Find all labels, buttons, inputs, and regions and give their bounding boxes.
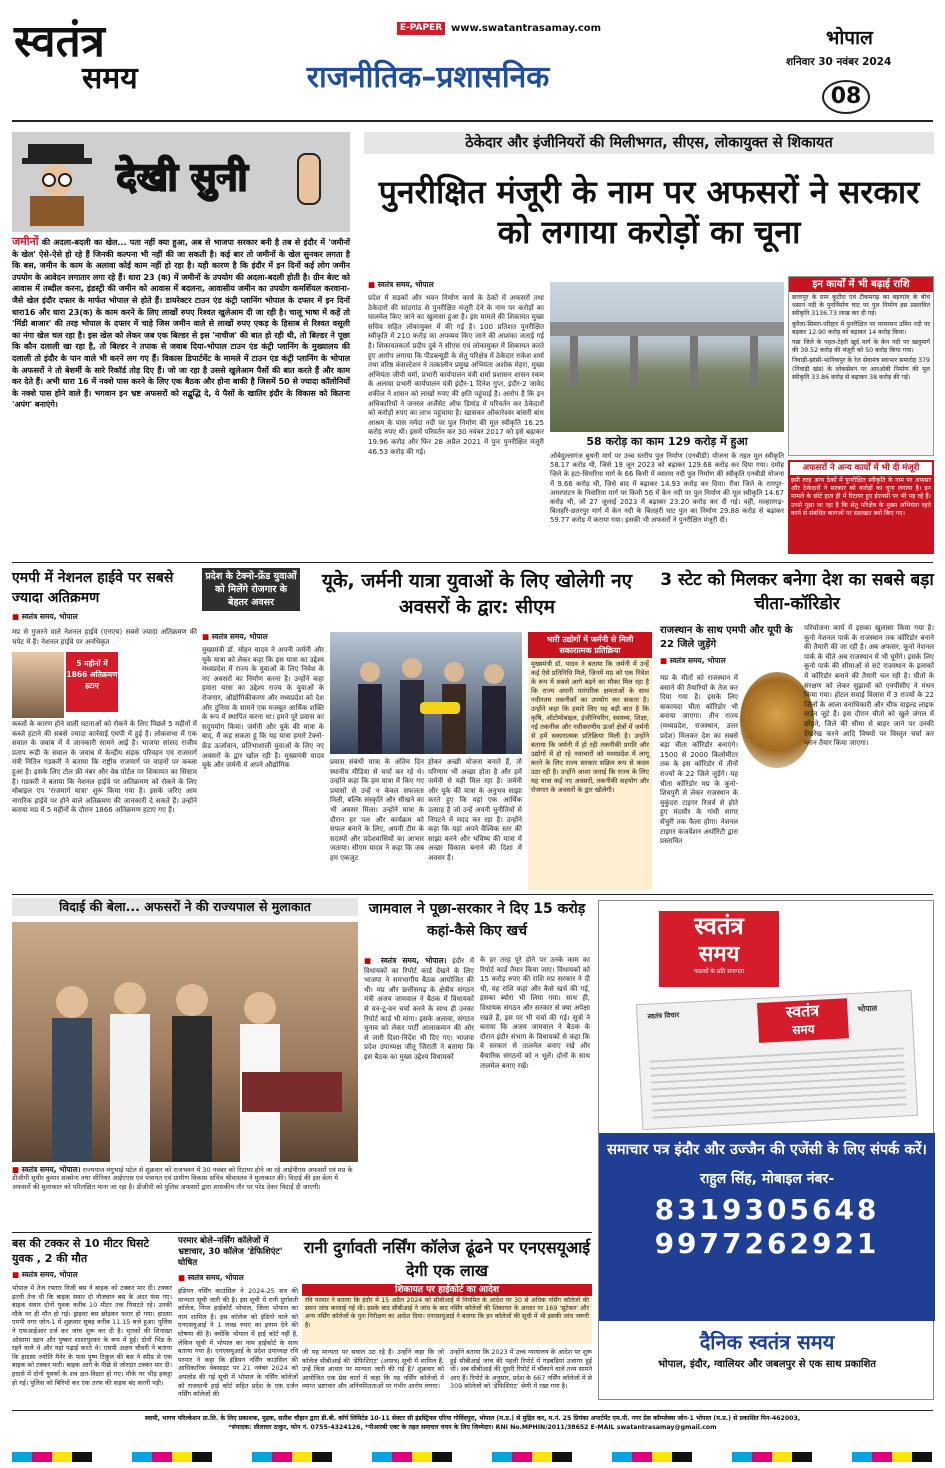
lead-body: प्रदेश में सड़कों और भवन निर्माण कार्य के ठेकों में अफसरों तथा ठेकेदारों की सांठगांठ से पुनरीक्षित मंजूरी देने के नाम पर करोड़ों का घालमेल किए जाने का खुलासा हुआ है। इस मामले की शिकायत मुख्य सचिव सहित लोकायुक्त में की गई है। 100 प्रतिशत पुनरीक्षित स्वीकृति में 210 करोड़ का अपव्यय किए जाने की आशंका जताई गई है। शिकायतकर्ता प्रदीप दुबे ने सीएस एवं लोकायुक्त में शिकायत करते हुए आरोप लगाया कि पीडब्ल्यूडी के सेतु परिक्षेत्र में ठेकेदार राकेश शर्मा तथा वरिष्ठ कंसल्टेशन ने तत्कालीन प्रमुख अभियंता अशोक मेहरा, मुख्य अभियंता जीपी वर्मा, प्रभारी कार्यपालन यंत्री शर्मा प्रशासन शासन रकम के अलावा प्रभारी कार्यपालन यंत्री इंदौर-1 दिनेश गुप्त, इंदौर-2 जावेद शकील ने शासन को लाखों रुपए की क्षति पहुंचाई है। आरोप है कि इन अधिकारियों ने जनरल अर्जेंसेट ऑफ डिमांड में परिवर्तन कर ठेकेदारों को करोड़ों रुपए का लाभ पहुंचाया है। खासकर ओंकारेश्वर बांसरी बांध आश्रम के पास नर्मदा नदी पर पुल निर्माण की मूल स्वीकृति 16.25 करोड़ रुपए थी। इसमें परिवर्तन कर 30 नवंबर 2017 को इसे बढ़ाकर 19.96 करोड़ और फिर 28 अप्रैल 2021 में पुनः पुनरीक्षित मंजूरी 46.53 करोड़ की गई। (368, 294, 545, 456)
date-label: शनिवार 30 नवंबर 2024 (786, 56, 892, 68)
footer-imprint (12, 1414, 933, 1444)
story-bus (12, 1236, 172, 1406)
bus-byline: ■ स्वतंत्र समय, भोपाल (12, 1270, 172, 1280)
lead-box-1-item: निवाड़ी-झांसी-भानिकपुर के रेल सेवामंत्र स्वाभार समारोह 379 (निवाड़ी खंड) के लोकसेवन पर आरओबी निर्माण की मूल स्वीकृति 33.86 करोड़ से बढ़ाकर 38 करोड़ की गई। (792, 357, 930, 381)
logo[interactable] (14, 18, 164, 118)
column-lead-word: जमीनों (12, 235, 39, 248)
ad-logo-line-2: समय (698, 941, 740, 967)
nursing-side-byline: ■ स्वतंत्र समय, भोपाल (178, 1273, 298, 1283)
lead-box-1-item: छतरपुर के ग्राम कुटीरा एवं टीकमगढ़ का बड़ागांव के बीच धसान नदी के पुनर्निर्माण घाट पर पुल निर्माण इस प्रस्तावित स्वीकृति 3136.73 लाख कर दी गई। (792, 294, 930, 318)
city-label: भोपाल (826, 27, 873, 49)
story-nursing (302, 1236, 592, 1406)
site-url[interactable]: www.swatantrasamay.com (451, 23, 602, 34)
town-byline: ■ स्वतंत्र समय, भोपाल (202, 632, 268, 642)
town-body: मुख्यमंत्री डॉ. मोहन यादव ने अपनी जर्मनी और यूके यात्रा को लेकर कहा कि इस यात्रा का उद्देश्य मध्यप्रदेश में राज्य के युवाओं के लिए निवेश के नए अवसरों का निर्माण करना है। उन्होंने कहा हमारा यात्रा का उद्देश्य राज्य के युवाओं के रोजगार, औद्योगिकीकरण और मध्यप्रदेश को देश और दुनिया के सामने एक मजबूत आर्थिक शक्ति के रूप में स्थापित करना था। हमने पूरे प्रवास का सदुपयोग किया। जर्मनी और यूके की यात्रा के बाद, मैं कह सकता हूं कि यह यात्रा हमारे टेक्नो-फ्रेंड ऊर्जावान, प्रतिभाशाली युवाओं के लिए नए अवसरों के द्वार खोल रही है। मुख्यमंत्री यादव यूके और जर्मनी में अपने औद्योगिक (202, 646, 324, 770)
jamwal-headline: जामवाल ने पूछा-सरकार ने दिए 15 करोड़ कहां-कैसे किए खर्च (368, 901, 586, 939)
row-rule-3 (12, 1232, 592, 1233)
lead-story (364, 132, 934, 558)
column-dekhi-suni (12, 132, 350, 558)
masthead (0, 0, 945, 122)
nh-byline: ■ स्वतंत्र समय, भोपाल (12, 612, 197, 622)
ad-paper-small: स्वतंत्र विचार (647, 1011, 680, 1021)
ad-phone-2[interactable]: 9977262921 (654, 1227, 880, 1260)
ad-headline: समाचार पत्र इंदौर और उज्जैन की एजेंसी के लिए संपर्क करें। (607, 1142, 927, 1158)
row-rule-1 (12, 562, 933, 563)
farewell-caption-byline: ■ स्वतंत्र समय, भोपाल। (12, 1165, 81, 1174)
column-body (12, 236, 350, 554)
ad-newspaper (636, 990, 918, 1130)
column-logo (12, 132, 350, 232)
jamwal-text-1: इंदौर में विधायकों का रिपोर्ट कार्ड देखने के लिए भाजपा ने समभागीय बैठक आयोजित की थी। मप्र और छत्तीसगढ़ के क्षेत्रीय संगठन मंत्री अजय जामवाल ने बैठक में विधायकों से वन-टू-वन चर्चा करने के साथ ही उनका रिपोर्ट कार्ड भी मांगा। इसके अलावा, संगठन चुनाव को लेकर पार्टी आलाकमान की ओर से जारी दिशा-निर्देश भी दिए गए। भाजपा प्रदेश उपाध्यक्ष जीतू जिराती ने बताया कि इस बैठक का मुख्य उद्देश्य विधायकों (364, 957, 475, 1061)
ad-paper-logo-1: स्वतंत्र (785, 1000, 820, 1022)
lead-headline: पुनरीक्षित मंजूरी के नाम पर अफसरों ने सरकार को लगाया करोड़ों का चूना (378, 173, 920, 251)
ad-footer-title: दैनिक स्वतंत्र समय (699, 1330, 835, 1354)
story-cheetah (660, 568, 934, 890)
ad-paper-logo-2: समय (791, 1022, 815, 1038)
uk-box-title: भारी उद्योगों में जर्मनी से मिली सकारात्मक प्रतिक्रिया (528, 632, 652, 658)
lead-bridge-photo (550, 282, 784, 432)
section-title: राजनीतिक–प्रशासनिक (306, 60, 550, 95)
nursing-box-title: शिकायत पर हाईकोर्ट का आदेश (302, 1284, 592, 1296)
lead-box-2-title: अफसरों ने अन्य कार्यों में भी दी मंजूरी (790, 462, 932, 475)
footer-rule (12, 1410, 933, 1411)
nh-photo-gadkari (12, 652, 64, 718)
lead-box-1-item: पन्ना जिले के पहल-टेहरी खुर्द मार्ग के केन नदी पर खलुमार्ग की 39.52 करोड़ की मंजूरी को 50 करोड़ किया गया। (792, 339, 930, 355)
story-jamwal (364, 898, 590, 1228)
column-text: की अदला-बदली का खेल... पता नहीं क्या हुआ, अब से भाजपा सरकार बनी है तब से इंदौर में 'जमीनों के खेल' ऐसे-ऐसे हो रहे हैं जिनकी कल्पना भी नहीं की जा सकती है। कई बार तो जमीनों के खेल सुनकर लगता है कि बस, जमीन के काम के अलावा कोई काम नहीं हो रहा है। यही कारण है कि इंदौर में इन दिनों कई लोग जमीन उपयोग के आवेदन लगातार लगा रहे हैं। धारा 23 (क) में जमीनों के उपयोग की अदला-बदली होती है। ग्रीन बेल्ट को आवास में तब्दील करना, इंडस्ट्री की जमीन को आवास में बदलना, आवासीय जमीन का उपयोग कमर्शियल करवाना- जैसे खेल इंदौर दफ्तर के मार्फत भोपाल से होते हैं। डायरेक्टर टाउन एंड कंट्री प्लानिंग भोपाल के दफ्तर में इन दिनों धारा16 और धारा 23(क) के काम करने के लिए लाखों रुपए रिश्वत खुलेआम दी जा रही है। चालू भाषा में कहें तो 'मिंडी बाजार' की तरह भोपाल के दफ्तर में चाहे जिस जमीन वाले से लाखों रुपए एकड़ के हिसाब से रिश्वत वसूली का नंगा खेल चल रहा है। इस खेल को लेकर जब एक बिल्डर से इस 'नाचीज' की बात हो रही थी, तो बिल्डर ने पूछा कि कौन दलाली खा रहा है, तो बिल्डर ने तपाक से जवाब दिया-भोपाल टाउन एंड कंट्री प्लानिंग के मुख्यालय की दलाली तो इंदौर के पान वाले भी करने लग गए हैं। विकास डिपार्टमेंट के मामले में टाउन एंड कंट्री प्लानिंग के भोपाल के अफसरों ने तो बेशर्मी के सारे रिकॉर्ड तोड़ दिए हैं। जो जा रहा है उससे खुलेआम पैसों की बात करते हैं और काम कर देते हैं। अभी धारा 16 में नक्शे पास करने के लिए एक बैठक और होना बाकी है जिसमें 50 से ज्यादा कॉलोनियों के नक्शे पास होने वाले हैं। भगवान इन भ्रष्ट अफसरों को सद्बुद्धि दे, ये पैसों के खातिर इंदौर के विकास को कितना 'अपंग' बनाएंगे। (12, 238, 350, 410)
nh-body-1: मप्र से गुजरने वाले नेशनल हाईवे (एनएच) सबसे ज्यादा अतिक्रमण की चपेट में हैं। नेशनल हाईवे पर अनधिकृत (12, 628, 197, 646)
lead-photo-text: ओबेदुल्लागंज बुधनी मार्ग पर उच्च स्तरीय पुल निर्माण (एनबीडी) योजना के तहत मूल स्वीकृति 58.17 करोड़ थी, जिसे 19 जून 2023 को बढ़ाकर 129.68 करोड़ कर दिया गया। दमोह जिले के हटा-सिमरिया मार्ग के 66 किमी में व्यारमा नदी पुल निर्माण की स्वीकृति एनबीडी योजना में 9.66 करोड़ थी, जिसे बाद में बढ़ाकर 14.93 करोड़ कर दिया। रीवा जिले के रामपुर-अमरपाटन के निवारिया मार्ग पर किमी 56 में केन नदी पर पुल निर्माण की मूल स्वीकृति 14.67 करोड़ थी, जो 27 जुलाई 2023 में बढ़ाकर 23.20 करोड़ कर दी गई। वहीं, मल्हारगढ़-बिलहरि-छतरपुर मार्ग में केन नदी के बिलहरी घाट पुल का निर्माण 29.88 करोड़ से बढ़ाकर 59.77 करोड़ में कराया गया। इसकी भी अफसरों ने पुनरीक्षित मंजूरी दी। (550, 452, 784, 525)
story-farewell (12, 898, 358, 1228)
uk-body-2: होकर अच्छी योजना बनाते हैं, तो परिणाम भी अच्छा होता है और हमें जर्मनी से यही मिल रहा है। जर्मनी और यूके की यात्रा के अनुभव साझा करते हुए कि यहां एक आर्थिक उत्साह है जो उन्हें अपनी चुनौतियों से निपटने में मदद कर रहा है। उन्होंने कहा कि यहां अपने वैश्विक स्तर की साझा करने और भविष्य की यात्रा में अच्छा विकास बनाने की दिशा में अवसर हैं। (428, 758, 522, 862)
nursing-headline: रानी दुर्गावती नर्सिंग कॉलेज ढूंढने पर एनएसयूआई देगी एक लाख (303, 1238, 591, 1280)
logo-line-2: समय (82, 61, 138, 96)
lead-byline: ■ स्वतंत्र समय, भोपाल (368, 280, 434, 290)
uk-body-1: प्रवास संबंधी यात्रा के अंतिम दिन स्थानीय मीडिया से चर्चा कर रहे थे। उन्होंने कहा कि हम यात्रा में किए गए प्रयासों से उन्हें न केवल सफलता मिली, बल्कि संस्कृति और सीखने का भी अवसर मिला। उन्होंने यात्रा के दौरान हर पल और कार्यक्रम को सफल बनाने के लिए, अपनी टीम के सदस्यों और प्रदेशवासियों का आभार जताया। सीएम यादव ने कहा कि जब हम एकजुट (330, 758, 424, 862)
uk-headline: यूके, जर्मनी यात्रा युवाओं के लिए खोलेगी नए अवसरों के द्वार: सीएम (321, 570, 633, 618)
ad-body (599, 1133, 935, 1321)
uk-photo (330, 632, 522, 754)
jamwal-body-1 (364, 956, 474, 1226)
logo-line-1: स्वतंत्र (14, 16, 105, 67)
ad-phone-1[interactable]: 8319305648 (654, 1193, 880, 1226)
footer-imprint-line-1: स्वामी, भागच परिल्केशन प्रा.लि. के लिए प्रकाशक, मुद्रक, सतीश चौहान द्वारा डी.बी. कॉर्प लिमिटेड 10-11 सेक्टर सी इंडस्ट्रियल एरिया गोविंदपुरा, भोपाल (म.प्र.) से मुद्रित कर, म.नं. 25 प्रियंका अपार्टमेंट एम.पी. नगर प्रेस कॉम्प्लेक्स जोन-1 भोपाल (म.प्र.) से प्रकाशित पिन-462003, (144, 1415, 801, 1422)
cheetah-headline: 3 स्टेट को मिलकर बनेगा देश का सबसे बड़ा चीता-कॉरिडोर (660, 570, 934, 614)
uk-box-text: मुख्यमंत्री डॉ. यादव ने बताया कि जर्मनी में उन्हें कई ऐसे प्रतिनिधि मिले, जिनमें मप्र को एक निवेश के रूप में सबसे आगे बढ़ने का मौका मिल रहा है कि राज्य अपनी पारंपरिक क्षमताओं के साथ नवीनतम तकनीकों का उपयोग कर सकता है। उन्होंने कहा कि हमारे लिए यह बड़ी बात है कि कृषि, ऑटोमोबाइल, इंजीनियरिंग, स्वास्थ्य, शिक्षा, नई तकनीक और नवीकरणीय ऊर्जा क्षेत्रों में जर्मनी से हमें सकारात्मक प्रतिक्रिया मिली है। उन्होंने बताया कि जर्मनी में हो रही तकनीकी प्रगति और उद्योगों में हो रहे नवाचारों को मध्यप्रदेश में लागू करने के लिए राज्य सरकार सक्रिय रूप से कदम उठा रही है। उन्होंने आशा जताई कि राज्य के लिए यह यात्रा कई नए अवसरों, तकनीकी सहयोग और रोजगार के अवसरों के द्वार खोलेगी। (531, 660, 649, 794)
nursing-body-2: उन्होंने बताया कि 2023 में उच्च न्यायालय के आदेश पर शुरू हुई सीबीआई जांच की पहली रिपोर्ट में गड़बड़ियां उजागर हुई थीं। अब सीबीआई की दूसरी रिपोर्ट में चौंकाने वाले तथ्य सामने आए हैं। रिपोर्ट के अनुसार, प्रदेश के 667 नर्सिंग कॉलेजों में से 309 कॉलेजों को 'डेफिशिएंट' श्रेणी में रखा गया है। (450, 1348, 592, 1391)
nursing-side-body: इंडियन नर्सिंग काउंसिल ने 2024-25 सत्र की मान्यता सूची जारी की है। इस सूची में रानी दुर्गावती कॉलेज, निंपर हाईकोर्ट भोपाल, जिला भोपाल का नाम शामिल है। इस कॉलेज को इंडिगो वाले को एनएसयूआई ने 1 लाख रुपए का इनाम देने की घोषणा की है। क्योंकि भोपाल में हाई कोर्ट नहीं है, लेकिन सूची में भोपाल का नाम हाईकोर्ट के साथ बताया गया है। एनएसयूआई के प्रदेश उपाध्यक्ष रवि परमार ने कहा कि इंडियन नर्सिंग काउंसिल की आधिकारिक वेबसाइट पर 21 नवंबर 2024 को अपलोड की गई सूची में भोपाल के नर्सिंग कॉलेजों को राजधानी हाई कोर्ट सहित प्रदेश के एक दर्जन नर्सिंग कॉलेजों की (178, 1287, 298, 1399)
bus-body: भोपाल में तेज रफ्तार निजी बस ने बाइक को टक्कर मार दी। टक्कर इतनी तेज थी कि बाइक सवार दो नौजवान बस के अंदर फंस गए। बाइक सवार दोनों युवक करीब 10 मीटर तक घिसटते रहे। उनकी मौके पर ही मौत हो गई। ड्राइवर बस छोड़कर फरार हो गया। हादसा एमपी नगर जोन-1 में शुक्रवार सुबह करीब 11.15 बजे हुआ। पुलिस ने एफआईआर दर्ज कर जांच शुरू कर दी है। मृतकों की शिनाख्त ओसामा खान और पुष्कर शाशापुरकर के रूप में हुई। दोनों भिंड के रहने वाले थे और यहां पढ़ाई करते थे। एसपी अक्षय चौधरी ने बताया कि हादसा ज्योति मैनेर के पास पुष्प टिकुल की बस ने स्पीड से एक बाइक को टक्कर मारी। बाइक आगे के पीछे से जोरदार टक्कर मार दी। हादसे में दोनों युवकों के शव क्षत-विक्षत हो गए। मौके पर भीड़ इकट्ठा हो गई। पुलिस को बिरियों कर एक तरफ की सड़क बंद करनी पड़ी। (12, 1284, 172, 1387)
nursing-box-text: रवि परमार ने बताया कि इंदौर में 15 अप्रैल 2024 को सीबीआई में नियमित के आदेश पर 30 से अधिक नर्सिंग कॉलेजों की सघन जांच करवाई गई थी। इसके बाद सीबीआई ने जांच के बाद नर्सिंग कॉलेजों की शिकायत के आधार पर 169 'सूटेबल' और अन्य नर्सिंग कॉलेजों के पुनः निरीक्षण का आदेश दिया। एनएसयूआई ने बताया कि इन कॉलेजों की सूची में भी इसकी जांच जरूरी है। (305, 1297, 589, 1329)
ad-paper-logo (757, 998, 849, 1043)
nursing-body-1: जी यह मान्यता पर सवाल उठ रहे हैं। उन्होंने कहा कि जो कॉलेज सीबीआई की 'डेफिशिएंट' (अपात्र) सूची में शामिल हैं, उन्हें किस आधार पर मान्यता जारी की गई है? शुक्रवार को आयोजित एक प्रेस वार्ता में कहा कि यह नर्सिंग कॉलेजों में व्याप्त भ्रष्टाचार और अनियमितताओं पर गंभीर आरोप लगाए। (302, 1348, 444, 1391)
nh-body-2: कब्जों के कारण होने वाली घटनाओं को रोकने के लिए पिछले 5 महीनों में कब्जे हटाने की सबसे ज्यादा कार्रवाई एमपी में हुई है। लोकसभा में एक सवाल के जवाब में ये जानकारी सामने आई है। भाजपा सांसद राजीव प्रताप रूडी के सवाल के जवाब में केन्द्रीय सड़क परिवहन एवं राजमार्ग मंत्री नितिन गडकरी ने बताया कि राष्ट्रीय राजमार्ग पर वाहनों पर कब्जा हुआ है। इसके लिए टोल फ्री नंबर और वेब पोर्टल पर शिकायत का सिस्टम है। गडकरी ने बताया कि नेशनल हाईवे पर अतिक्रमण को रोकने के लिए मोबाइल एप 'राजमार्ग यात्रा' शुरू किया गया है। इसके जरिए आम नागरिक हाईवे पर होने वाले अतिक्रमण की जानकारी दे सकते हैं। उन्होंने बताया मप्र में 5 महीनों के दौरान 1866 अतिक्रमण हटाए गए हैं। (12, 720, 197, 815)
cheetah-byline: ■ स्वतंत्र समय, भोपाल (660, 656, 726, 666)
ad-paper-lines (650, 1047, 907, 1120)
page-number: 08 (822, 80, 870, 114)
lead-box-2-text: इसी तरह अन्य ठेकों में पुनरीक्षित स्वीकृति के नाम पर अफसर और ठेकेदारों ने सरकार को करोड़ों का चूना लगाया है। इन मामले के छोटे हाल ही में रिटायर हुए ईएनसी पर भी पड़ रहे हैं। उनसे पूछा जा रहा है कि सेतु परिक्षेत्र के मुख्य अभियंता रहते कार्य से संबंधित कागजों पर दस्तखत क्यों किए गए। (791, 477, 931, 517)
cheetah-body-2: परियोजना कार्य में इसका खुलासा किया गया है। कूनो नेशनल पार्क के राजस्थान तक कॉरिडोर बनाने की तैयारी की जा रही है। अब अफसर, कूनो नेशनल पार्क के चीते अब राजस्थान में भी घूमेंगे। इसके लिए कूनो पार्क की सीमाओं से सटे राजस्थान के इलाकों में कॉरिडोर बनाने की तैयारी चल रही है। चीतों के संरक्षण को लेकर सुझावों को एनपीसीए ने मंथन किया गया। होटल सवाई विलास में 3 राज्यों के 22 जिलों के आला वनाधिकारी और चीफ वाइल्ड लाइफ वार्डन जुटे हैं। इस दौरान चीतों को खुले जंगल में छोड़ने, जिले की सीमा से बाहर जाने पर उनकी देखरेख करने आदि विषयों पर विस्तृत चर्चा कर प्लान तैयार किया जाएगा। (804, 624, 934, 748)
ad-footer (599, 1327, 935, 1399)
ad-logo-line-1: स्वतंत्र (694, 911, 744, 940)
agency-ad[interactable] (598, 900, 934, 1400)
footer-imprint-line-2: *संपादक: लीलाधर ठाकुर, फोन नं. 0755-4324126, *पीआरबी एक्ट के तहत समाचार चयन के लिए जिम्मेदार। RNI No.MPHIN/2011/38652 E-MAIL swatantrasamay@gmail.com (228, 1424, 717, 1431)
farewell-photo (12, 922, 358, 1162)
lead-box-2 (788, 460, 934, 554)
lead-kicker: ठेकेदार और इंजीनियरों की मिलीभगत, सीएस, लोकायुक्त से शिकायत (364, 132, 934, 154)
masthead-rule (12, 120, 933, 122)
ad-logo (659, 911, 779, 987)
cheetah-subhead: राजस्थान के साथ एमपी और यूपी के 22 जिले जुड़ेंगे (660, 625, 793, 650)
lead-photo-caption: 58 करोड़ का काम 129 करोड़ में हुआ (586, 435, 748, 448)
town-headline: प्रदेश के टेक्नो-फ्रेंड युवाओं को मिलेंगे रोजगार के बेहतर अवसर (202, 568, 300, 611)
nursing-side-headline: परमार बोले–नर्सिंग कॉलेजों में भ्रष्टाचार, 30 कॉलेज 'डेफिशिएंट' घोषित (178, 1236, 283, 1268)
nursing-box (302, 1284, 592, 1344)
lead-box-1-items (789, 292, 933, 384)
bus-headline: बस की टक्कर से 10 मीटर घिसटे युवक , 2 की मौत (12, 1237, 150, 1265)
ad-contact: राहुल सिंह, मोबाइल नंबर- (699, 1171, 835, 1187)
story-nursing-side (178, 1236, 298, 1406)
nh-badge: 5 महीनों में 1866 अतिक्रमण हटाए (66, 652, 118, 712)
print-color-strip (12, 1452, 933, 1462)
column-logo-text: देखी सुनी (116, 154, 248, 199)
ad-paper-city: भोपाल (857, 1003, 878, 1014)
jamwal-body-2: के हर तरह पूरे होने पर उनके काम का रिपोर्ट कार्ड तैयार किया जाए। विधायकों को 15 करोड़ रुपए की राशि मप्र सरकार ने दी थी, यह राशि कहां और कैसे खर्च की गई, इसका ब्योरा भी लिया गया। साथ ही, विधायक संगठन और सरकार से क्या अपेक्षा रखते हैं, इस पर भी चर्चा की गई। सूत्रों ने बताया कि अजय जामवाल ने बैठक के दौरान इंदौर संभाग के विधायकों से कहा कि वे सरकार से तालमेल बनाए रखें और बैचारिक संगठनों को न भूलें। दोनों के साथ तालमेल बनाए रखें। (480, 956, 590, 1070)
cheetah-body-1: मप्र के चीतों को राजस्थान में बसाने की तैयारियों के तेज कर दिया गया है। इसके लिए बाकायदा चीता कॉरिडोर भी बनाया जाएगा। तीन राज्य (मध्यप्रदेश, राजस्थान, उत्तर प्रदेश) मिलकर देश का सबसे बड़ा चीता कॉरिडोर बनाएंगे। 1500 से 2000 किलोमीटर तक के इस कॉरिडोर में तीनों राज्यों के 22 जिले जुड़ेंगे। यह चीता कॉरिडोर मप्र के कूनो-शिवपुरी से लेकर राजस्थान के मुकुंदरा टाइगर रिजर्व से होते हुए मंदसौर के गांधी सागर सेंचुरी तक फैला होगा। नेशनल टाइगर कंजर्वेशन अथॉरिटी द्वारा प्रस्तावित (660, 674, 738, 846)
uk-box (528, 632, 652, 890)
row-rule-2 (12, 894, 933, 895)
farewell-caption-text: राज्यपाल मंगुभाई पटेल से शुक्रवार को राजभवन में 30 नवंबर को रिटायर होने जा रहे आईपीएस अफसरों एवं मप्र के डीजीपी सुधीर कुमार सक्सेना तथा सीनियर आईएएस एवं पंचायत एवं ग्रामीण विकास सचिव श्रीवास्तव ने मुलाकात की। विदाई की इस बेला में अफसरों की मुलाकात को परिलक्षित माना जा रहा है। डीजीपी को पुलिस अफसरों द्वारा शासकीय तौर पर परेड देकर विदाई दी जाएगी। (12, 1166, 353, 1191)
lead-box-1-title: इन कार्यों में भी बढ़ाई राशि (789, 277, 933, 292)
ad-tagline: पाठकों के प्रति सजगता (693, 968, 745, 975)
lead-box-1-item: कुरैला-सिमरा-परिहार में पुनरीक्षित पर परमरमन उमिन नदी पर बढ़कर 12.90 करोड़ को बढ़ाकर 14 करोड़ किया। (792, 320, 930, 336)
story-nh (12, 568, 197, 890)
farewell-headline: विदाई की बेला... अफसरों ने की राज्यपाल से मुलाकात (12, 898, 358, 916)
hand-icon (288, 144, 328, 214)
farewell-caption (12, 1166, 358, 1226)
epaper-tag: E-PAPER (397, 22, 445, 35)
jamwal-byline: ■ स्वतंत्र समय, भोपाल। (364, 956, 447, 965)
story-uk (202, 568, 652, 890)
nh-headline: एमपी में नेशनल हाईवे पर सबसे ज्यादा अतिक्रमण (12, 570, 174, 606)
ad-footer-sub: भोपाल, इंदौर, ग्वालियर और जबलपुर से एक साथ प्रकाशित (658, 1359, 876, 1370)
lead-box-1 (788, 276, 934, 456)
